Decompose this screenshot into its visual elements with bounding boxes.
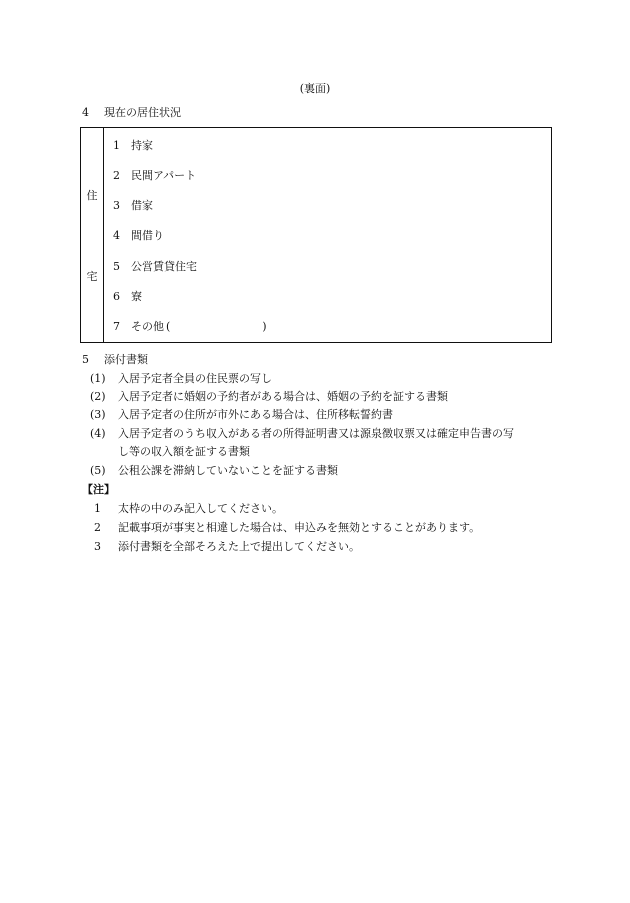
- side-label-bottom: 宅: [86, 270, 98, 283]
- section5-title: 添付書類: [104, 353, 148, 366]
- document-text: 公租公課を滞納していないことを証する書類: [118, 464, 338, 477]
- document-text: 入居予定者全員の住民票の写し: [118, 372, 272, 385]
- option-label: 間借り: [131, 229, 164, 242]
- option-label: その他: [131, 320, 164, 333]
- note-text: 添付書類を全部そろえた上で提出してください。: [118, 540, 360, 553]
- option-6: [113, 291, 142, 302]
- option-1: [113, 140, 153, 151]
- note-text: 太枠の中のみ記入してください。: [118, 502, 283, 515]
- option-number: 3: [113, 199, 120, 212]
- document-number: (2): [90, 390, 106, 403]
- section4-number: 4: [82, 106, 89, 119]
- option-4: [113, 230, 164, 241]
- document-item-4-continuation: し等の収入額を証する書類: [118, 445, 250, 458]
- document-number: (4): [90, 427, 106, 440]
- option-5: [113, 261, 197, 272]
- option-number: 5: [113, 260, 120, 273]
- notes-heading: 【注】: [82, 483, 115, 496]
- option-number: 7: [113, 320, 120, 333]
- option-3: [113, 200, 153, 211]
- document-item-2: [90, 391, 448, 402]
- page-title: (裏面): [299, 82, 331, 95]
- section5-heading: [82, 354, 148, 365]
- option-number: 6: [113, 290, 120, 303]
- document-text: 入居予定者に婚姻の予約者がある場合は、婚姻の予約を証する書類: [118, 390, 448, 403]
- document-item-5: [90, 465, 338, 476]
- note-item-2: [94, 522, 480, 533]
- section4-heading: [82, 107, 181, 118]
- document-number: (3): [90, 408, 106, 421]
- option-number: 1: [113, 139, 120, 152]
- section4-title: 現在の居住状況: [104, 106, 181, 119]
- other-paren-open: (: [166, 320, 171, 333]
- document-number: (5): [90, 464, 106, 477]
- note-item-3: [94, 541, 360, 552]
- note-item-1: [94, 503, 283, 514]
- option-label: 借家: [131, 199, 153, 212]
- note-text: 記載事項が事実と相違した場合は、申込みを無効とすることがあります。: [118, 521, 481, 534]
- option-2: [113, 170, 196, 181]
- other-paren-close: ): [262, 320, 267, 333]
- document-item-1: [90, 373, 272, 384]
- document-item-3: [90, 409, 393, 420]
- note-number: 1: [94, 502, 101, 515]
- option-7: [113, 321, 267, 332]
- option-label: 民間アパート: [131, 169, 197, 182]
- frame-divider: [103, 128, 104, 342]
- option-label: 公営賃貸住宅: [131, 260, 197, 273]
- option-number: 4: [113, 229, 120, 242]
- note-number: 2: [94, 521, 101, 534]
- document-text: 入居予定者の住所が市外にある場合は、住所移転誓約書: [118, 408, 393, 421]
- residence-status-frame: [80, 127, 552, 343]
- option-label: 寮: [131, 290, 142, 303]
- section5-number: 5: [82, 353, 89, 366]
- note-number: 3: [94, 540, 101, 553]
- document-item-4: [90, 428, 514, 439]
- document-number: (1): [90, 372, 106, 385]
- side-label-top: 住: [86, 189, 98, 202]
- option-number: 2: [113, 169, 120, 182]
- document-text: 入居予定者のうち収入がある者の所得証明書又は源泉徴収票又は確定申告書の写: [118, 427, 514, 440]
- option-label: 持家: [131, 139, 153, 152]
